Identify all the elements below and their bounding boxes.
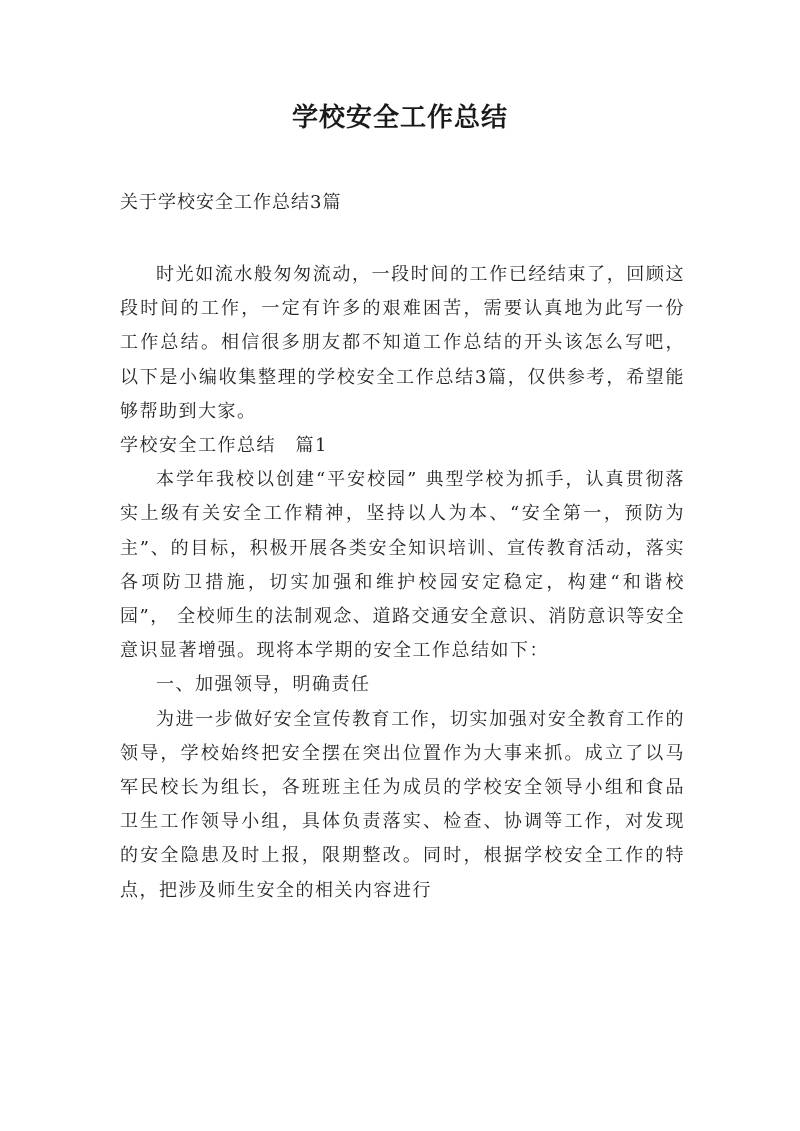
document-body: [120, 258, 685, 908]
document-title: 学校安全工作总结: [291, 103, 508, 133]
section-paragraph: 本学年我校以创建“平安校园” 典型学校为抓手，认真贯彻落实上级有关安全工作精神，坚持以人为本、“安全第一，预防为主”、的目标，积极开展各类安全知识培训、宣传教育活动，落实各项防卫措施，切实加强和维护校园安定稳定，构建“和谐校园”， 全校师生的法制观念、道路交通安全意识、消防意识等安全意识显著增强。现将本学期的安全工作总结如下：: [120, 469, 685, 662]
point-paragraph: 为进一步做好安全宣传教育工作，切实加强对安全教育工作的领导，学校始终把安全摆在突出位置作为大事来抓。成立了以马军民校长为组长，各班班主任为成员的学校安全领导小组和食品卫生工作领导小组，具体负责落实、检查、协调等工作，对发现的安全隐患及时上报，限期整改。同时，根据学校安全工作的特点，把涉及师生安全的相关内容进行: [120, 708, 685, 901]
section-heading: 学校安全工作总结 篇1: [120, 435, 328, 457]
intro-paragraph: 时光如流水般匆匆流动，一段时间的工作已经结束了，回顾这段时间的工作，一定有许多的艰难困苦，需要认真地为此写一份工作总结。相信很多朋友都不知道工作总结的开头该怎么写吧，以下是小编收集整理的学校安全工作总结3篇，仅供参考，希望能够帮助到大家。: [120, 264, 685, 422]
point-heading: 一、加强领导，明确责任: [156, 674, 371, 696]
document-subtitle: 关于学校安全工作总结3篇: [120, 192, 342, 213]
